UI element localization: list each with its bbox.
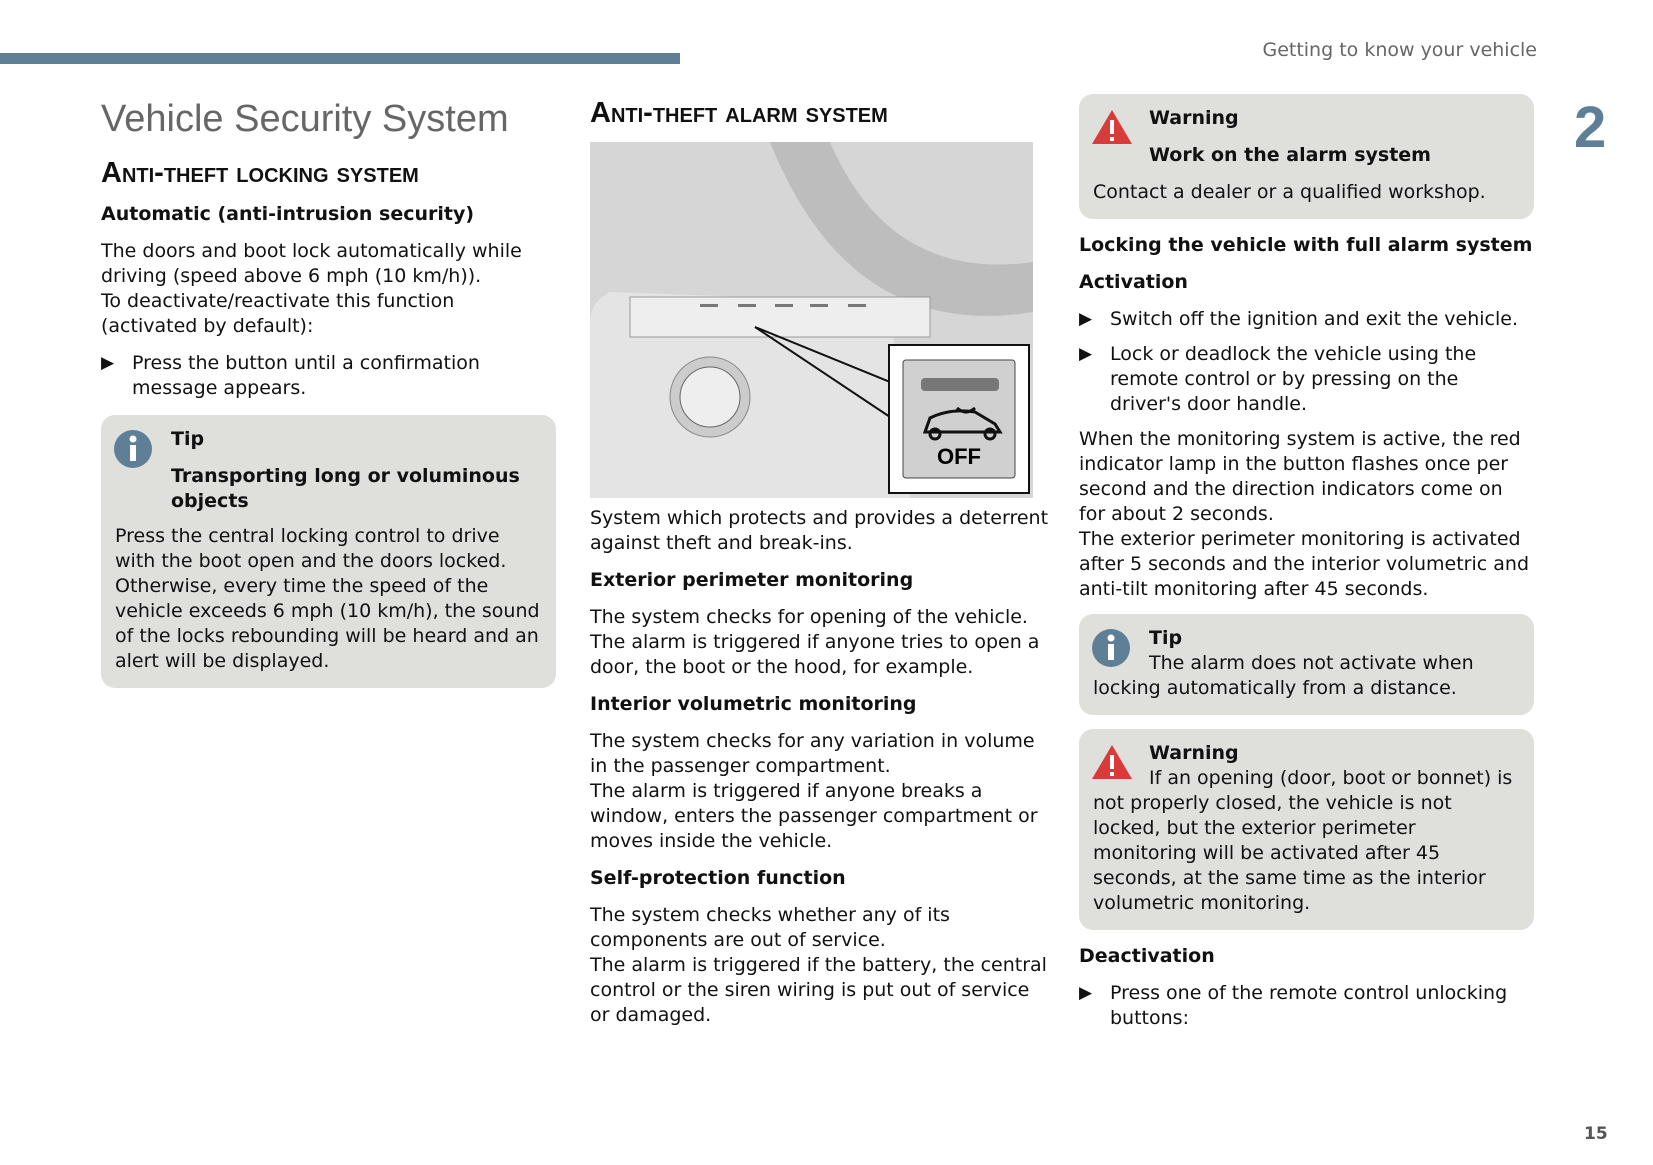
bullet-text: Press the button until a confirmation message appears. — [132, 352, 480, 399]
bullet-item — [1079, 981, 1534, 1031]
warning-text: Contact a dealer or a qualified workshop. — [1093, 181, 1486, 203]
info-icon — [1091, 628, 1131, 668]
tip-box — [1079, 614, 1534, 715]
paragraph: When the monitoring system is active, the red indicator lamp in the button flashes once per second and the direction indicators come on for about 2 seconds. — [1079, 428, 1521, 525]
warning-icon — [1091, 743, 1133, 781]
subheading: Deactivation — [1079, 945, 1215, 967]
subheading: Locking the vehicle with full alarm system — [1079, 234, 1533, 256]
column-middle — [590, 96, 1050, 1040]
paragraph: The system checks whether any of its components are out of service. — [590, 904, 950, 951]
paragraph: The alarm is triggered if anyone breaks a window, enters the passenger compartment or moves inside the vehicle. — [590, 780, 1038, 852]
warning-title: Work on the alarm system — [1149, 144, 1431, 166]
page-title: Vehicle Security System — [101, 98, 509, 140]
warning-text: If an opening (door, boot or bonnet) is not properly closed, the vehicle is not locked, but the exterior perimeter monitoring will be activated after 45 seconds, at the same time as the interior volumetric monitoring. — [1093, 767, 1513, 914]
bullet-item — [1079, 307, 1534, 332]
tip-box — [101, 415, 556, 688]
subheading: Interior volumetric monitoring — [590, 693, 917, 715]
subheading: Automatic (anti-intrusion security) — [101, 203, 475, 225]
bullet-text: Switch off the ignition and exit the vehicle. — [1110, 308, 1519, 330]
dashboard-illustration — [590, 142, 1033, 498]
bullet-text: Lock or deadlock the vehicle using the remote control or by pressing on the driver's door handle. — [1110, 343, 1477, 415]
warning-label: Warning — [1149, 742, 1239, 764]
paragraph: To deactivate/reactivate this function (activated by default): — [101, 290, 455, 337]
section-heading: Anti-theft locking system — [101, 157, 419, 189]
column-right — [1079, 94, 1534, 1041]
bullet-text: Press one of the remote control unlocking buttons: — [1110, 982, 1508, 1029]
tip-text: Press the central locking control to drive with the boot open and the doors locked. Otherwise, every time the speed of the vehicle exceeds 6 mph (10 km/h), the sound of the locks rebounding will be heard and an alert will be displayed. — [115, 525, 540, 672]
paragraph: The system checks for opening of the vehicle. The alarm is triggered if anyone tries to open a door, the boot or the hood, for example. — [590, 606, 1040, 678]
warning-box — [1079, 729, 1534, 930]
paragraph: The doors and boot lock automatically while driving (speed above 6 mph (10 km/h)). — [101, 240, 522, 287]
paragraph: The exterior perimeter monitoring is activated after 5 seconds and the interior volumetric and anti-tilt monitoring after 45 seconds. — [1079, 528, 1530, 600]
paragraph: System which protects and provides a deterrent against theft and break-ins. — [590, 507, 1049, 554]
subheading: Activation — [1079, 271, 1188, 293]
info-icon — [113, 429, 153, 469]
arrow-icon: ▶ — [1079, 344, 1093, 364]
column-left — [101, 96, 556, 702]
tip-label: Tip — [171, 428, 205, 450]
subheading: Self-protection function — [590, 867, 846, 889]
warning-label: Warning — [1149, 107, 1239, 129]
paragraph: The alarm is triggered if the battery, the central control or the siren wiring is put out of service or damaged. — [590, 954, 1047, 1026]
header-bar — [0, 53, 680, 64]
warning-box — [1079, 94, 1534, 219]
arrow-icon: ▶ — [1079, 983, 1093, 1003]
tip-label: Tip — [1149, 627, 1183, 649]
arrow-icon: ▶ — [101, 353, 115, 373]
paragraph: The system checks for any variation in volume in the passenger compartment. — [590, 730, 1035, 777]
page-number: 15 — [1584, 1124, 1608, 1144]
arrow-icon: ▶ — [1079, 309, 1093, 329]
tip-text: The alarm does not activate when locking automatically from a distance. — [1093, 652, 1474, 699]
section-heading: Anti-theft alarm system — [590, 97, 888, 129]
subheading: Exterior perimeter monitoring — [590, 569, 914, 591]
tip-title: Transporting long or voluminous objects — [171, 465, 520, 512]
chapter-number: 2 — [1574, 95, 1607, 160]
off-label: OFF — [937, 444, 981, 469]
bullet-item — [101, 351, 556, 401]
warning-icon — [1091, 108, 1133, 146]
bullet-item — [1079, 342, 1534, 417]
section-title: Getting to know your vehicle — [1262, 39, 1537, 61]
